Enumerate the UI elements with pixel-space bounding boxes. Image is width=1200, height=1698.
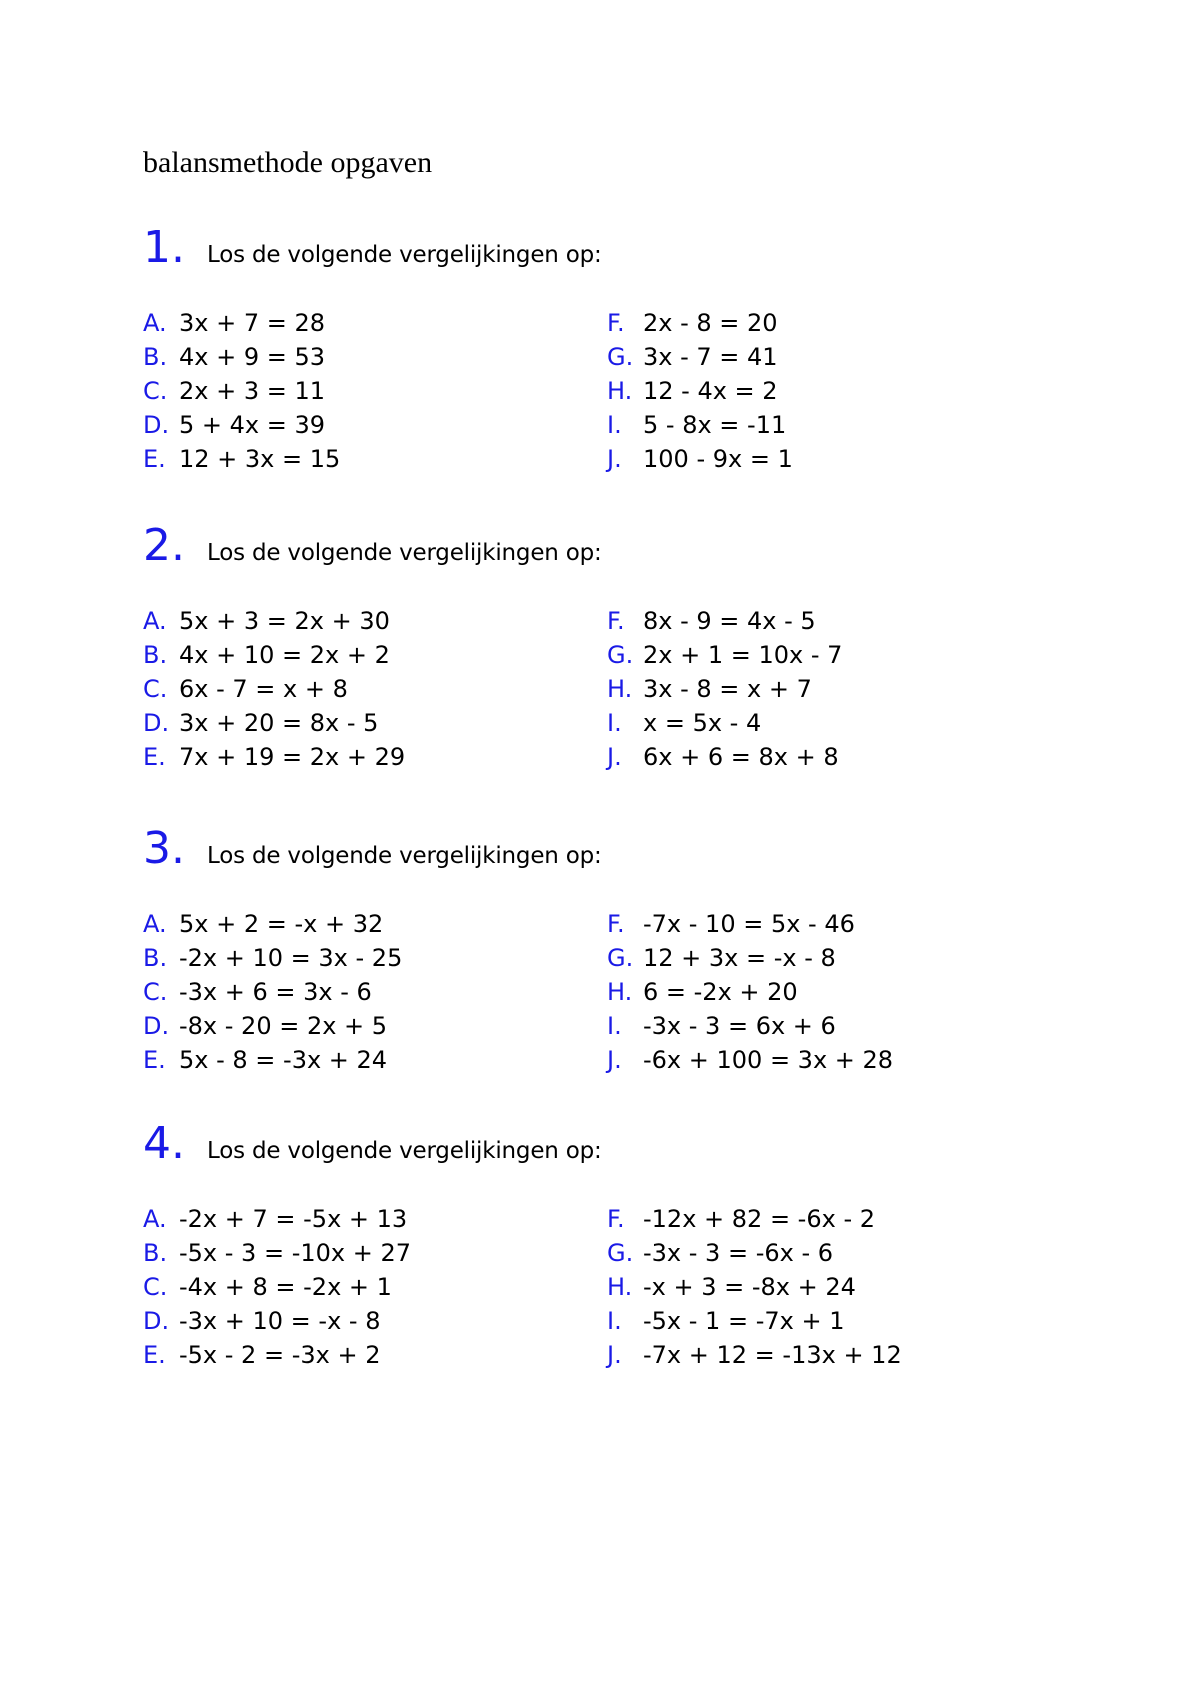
- section-number: 3.: [143, 823, 185, 874]
- equation-letter: A.: [143, 309, 167, 337]
- equation-item: [607, 1270, 902, 1304]
- equation-text: 3x + 20 = 8x - 5: [179, 709, 379, 737]
- equation-letter: I.: [607, 709, 622, 737]
- equation-item: [607, 1009, 893, 1043]
- section-number: 2.: [143, 520, 185, 571]
- equation-column-left: [143, 1202, 411, 1372]
- equation-text: -3x - 3 = -6x - 6: [643, 1239, 834, 1267]
- equation-text: -5x - 2 = -3x + 2: [179, 1341, 381, 1369]
- equation-item: [607, 1202, 902, 1236]
- equation-item: [607, 408, 793, 442]
- equation-letter: C.: [143, 1273, 168, 1301]
- equation-letter: B.: [143, 343, 168, 371]
- equation-item: [143, 638, 405, 672]
- exercise-section-4: [143, 1118, 1143, 1369]
- equation-text: -2x + 10 = 3x - 25: [179, 944, 403, 972]
- equation-letter: B.: [143, 944, 168, 972]
- equation-letter: B.: [143, 1239, 168, 1267]
- equation-letter: A.: [143, 607, 167, 635]
- equation-text: 2x + 3 = 11: [179, 377, 326, 405]
- equation-text: 8x - 9 = 4x - 5: [643, 607, 816, 635]
- equation-letter: H.: [607, 1273, 633, 1301]
- section-instruction: Los de volgende vergelijkingen op:: [207, 242, 602, 268]
- equation-letter: C.: [143, 675, 168, 703]
- equation-text: -x + 3 = -8x + 24: [643, 1273, 856, 1301]
- equation-text: 100 - 9x = 1: [643, 445, 793, 473]
- equation-item: [607, 975, 893, 1009]
- equation-letter: F.: [607, 309, 625, 337]
- equation-text: 5x + 2 = -x + 32: [179, 910, 384, 938]
- equation-text: 7x + 19 = 2x + 29: [179, 743, 406, 771]
- equation-letter: E.: [143, 1341, 166, 1369]
- equation-text: -7x - 10 = 5x - 46: [643, 910, 855, 938]
- equation-text: -3x + 10 = -x - 8: [179, 1307, 381, 1335]
- equation-letter: B.: [143, 641, 168, 669]
- equation-item: [607, 306, 793, 340]
- equation-letter: E.: [143, 743, 166, 771]
- equation-letter: G.: [607, 944, 634, 972]
- section-header: [143, 222, 1143, 284]
- equation-item: [607, 1304, 902, 1338]
- equation-text: 2x - 8 = 20: [643, 309, 778, 337]
- equation-letter: A.: [143, 910, 167, 938]
- equation-letter: C.: [143, 377, 168, 405]
- equation-text: -12x + 82 = -6x - 2: [643, 1205, 875, 1233]
- section-instruction: Los de volgende vergelijkingen op:: [207, 540, 602, 566]
- equation-text: -8x - 20 = 2x + 5: [179, 1012, 388, 1040]
- section-number: 1.: [143, 222, 185, 273]
- equation-item: [607, 941, 893, 975]
- equation-letter: F.: [607, 607, 625, 635]
- equation-text: 6x + 6 = 8x + 8: [643, 743, 839, 771]
- equation-item: [143, 604, 405, 638]
- equation-text: 12 + 3x = -x - 8: [643, 944, 836, 972]
- equation-item: [607, 374, 793, 408]
- equation-letter: I.: [607, 411, 622, 439]
- section-header: [143, 823, 1143, 885]
- equation-item: [143, 374, 340, 408]
- equation-letter: H.: [607, 978, 633, 1006]
- equation-item: [143, 672, 405, 706]
- equation-letter: J.: [607, 1341, 622, 1369]
- equation-letter: G.: [607, 1239, 634, 1267]
- equation-text: -5x - 1 = -7x + 1: [643, 1307, 845, 1335]
- equation-column-left: [143, 907, 402, 1077]
- equation-item: [607, 340, 793, 374]
- equation-column-right: [607, 604, 842, 774]
- equation-letter: H.: [607, 377, 633, 405]
- equation-text: -2x + 7 = -5x + 13: [179, 1205, 408, 1233]
- equation-text: 6x - 7 = x + 8: [179, 675, 348, 703]
- equation-letter: C.: [143, 978, 168, 1006]
- section-instruction: Los de volgende vergelijkingen op:: [207, 843, 602, 869]
- exercise-section-1: [143, 222, 1143, 473]
- equation-item: [607, 1043, 893, 1077]
- equation-item: [607, 1236, 902, 1270]
- equation-letter: E.: [143, 445, 166, 473]
- equation-letter: D.: [143, 1307, 170, 1335]
- equation-item: [143, 1338, 411, 1372]
- equation-item: [607, 442, 793, 476]
- equation-text: 2x + 1 = 10x - 7: [643, 641, 843, 669]
- equation-column-right: [607, 1202, 902, 1372]
- equation-text: -3x + 6 = 3x - 6: [179, 978, 372, 1006]
- equation-item: [143, 340, 340, 374]
- equation-text: 3x - 8 = x + 7: [643, 675, 812, 703]
- equation-letter: H.: [607, 675, 633, 703]
- equation-letter: G.: [607, 343, 634, 371]
- equation-item: [607, 1338, 902, 1372]
- equation-letter: E.: [143, 1046, 166, 1074]
- equation-item: [607, 638, 842, 672]
- equation-item: [143, 975, 402, 1009]
- equation-item: [143, 408, 340, 442]
- equation-text: -5x - 3 = -10x + 27: [179, 1239, 411, 1267]
- equation-letter: I.: [607, 1307, 622, 1335]
- equation-item: [607, 604, 842, 638]
- equation-letter: F.: [607, 1205, 625, 1233]
- section-instruction: Los de volgende vergelijkingen op:: [207, 1138, 602, 1164]
- equation-letter: D.: [143, 1012, 170, 1040]
- equation-item: [143, 1270, 411, 1304]
- exercise-section-3: [143, 823, 1143, 1074]
- equation-text: -4x + 8 = -2x + 1: [179, 1273, 392, 1301]
- equation-text: -7x + 12 = -13x + 12: [643, 1341, 902, 1369]
- equation-column-right: [607, 907, 893, 1077]
- equation-text: x = 5x - 4: [643, 709, 762, 737]
- equation-text: 4x + 9 = 53: [179, 343, 326, 371]
- equation-item: [143, 706, 405, 740]
- equation-text: 6 = -2x + 20: [643, 978, 798, 1006]
- equation-letter: D.: [143, 411, 170, 439]
- equation-text: 5x - 8 = -3x + 24: [179, 1046, 388, 1074]
- equation-letter: D.: [143, 709, 170, 737]
- equation-column-right: [607, 306, 793, 476]
- equation-letter: G.: [607, 641, 634, 669]
- equation-text: -3x - 3 = 6x + 6: [643, 1012, 836, 1040]
- equation-text: 12 - 4x = 2: [643, 377, 778, 405]
- equation-letter: J.: [607, 445, 622, 473]
- equation-item: [143, 1043, 402, 1077]
- equation-item: [607, 740, 842, 774]
- equation-text: 5x + 3 = 2x + 30: [179, 607, 390, 635]
- equation-column-left: [143, 306, 340, 476]
- equation-text: 3x + 7 = 28: [179, 309, 326, 337]
- equation-item: [143, 740, 405, 774]
- equation-item: [143, 1009, 402, 1043]
- equation-text: 5 + 4x = 39: [179, 411, 326, 439]
- equation-item: [607, 907, 893, 941]
- equation-column-left: [143, 604, 405, 774]
- equation-item: [143, 1236, 411, 1270]
- equation-letter: F.: [607, 910, 625, 938]
- equation-item: [143, 1202, 411, 1236]
- equation-text: 5 - 8x = -11: [643, 411, 787, 439]
- page-title: balansmethode opgaven: [143, 146, 433, 179]
- section-header: [143, 1118, 1143, 1180]
- exercise-section-2: [143, 520, 1143, 771]
- equation-item: [143, 907, 402, 941]
- equation-text: 4x + 10 = 2x + 2: [179, 641, 390, 669]
- equation-item: [143, 941, 402, 975]
- equation-text: 3x - 7 = 41: [643, 343, 778, 371]
- equation-item: [143, 442, 340, 476]
- equation-letter: A.: [143, 1205, 167, 1233]
- section-header: [143, 520, 1143, 582]
- section-number: 4.: [143, 1118, 185, 1169]
- equation-text: 12 + 3x = 15: [179, 445, 341, 473]
- equation-letter: I.: [607, 1012, 622, 1040]
- equation-letter: J.: [607, 1046, 622, 1074]
- equation-item: [143, 1304, 411, 1338]
- equation-item: [143, 306, 340, 340]
- equation-item: [607, 672, 842, 706]
- equation-text: -6x + 100 = 3x + 28: [643, 1046, 894, 1074]
- equation-item: [607, 706, 842, 740]
- equation-letter: J.: [607, 743, 622, 771]
